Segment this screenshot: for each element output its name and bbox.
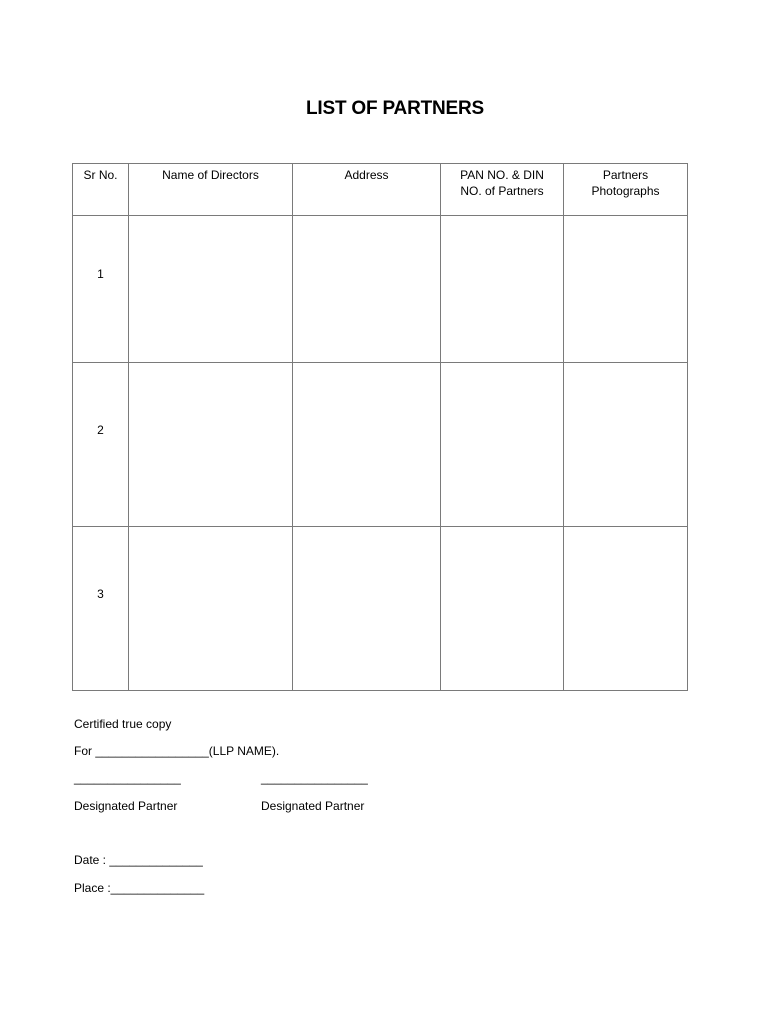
name-cell	[129, 527, 293, 691]
sr-no-cell: 3	[73, 527, 129, 691]
date-field: Date : ______________	[74, 853, 203, 867]
sr-no-cell: 1	[73, 216, 129, 363]
header-photographs: Partners Photographs	[564, 164, 688, 216]
pan-din-cell	[441, 527, 564, 691]
place-field: Place :______________	[74, 881, 205, 895]
pan-din-cell	[441, 363, 564, 527]
table-header-row	[73, 164, 688, 216]
signature-line-right: ________________	[261, 771, 368, 785]
designated-partner-left: Designated Partner	[74, 799, 178, 813]
name-cell	[129, 216, 293, 363]
document-title: LIST OF PARTNERS	[305, 98, 484, 119]
table-row	[73, 527, 688, 691]
table-row	[73, 363, 688, 527]
certified-true-copy: Certified true copy	[74, 717, 172, 731]
photo-cell	[564, 363, 688, 527]
address-cell	[293, 216, 441, 363]
pan-din-cell	[441, 216, 564, 363]
signature-line-left: ________________	[74, 771, 181, 785]
partners-table	[72, 163, 688, 691]
address-cell	[293, 527, 441, 691]
sr-no-cell: 2	[73, 363, 129, 527]
photo-cell	[564, 527, 688, 691]
designated-partner-right: Designated Partner	[261, 799, 365, 813]
address-cell	[293, 363, 441, 527]
llp-name-line: For _________________(LLP NAME).	[74, 744, 280, 758]
photo-cell	[564, 216, 688, 363]
header-name-of-directors: Name of Directors	[129, 164, 293, 216]
name-cell	[129, 363, 293, 527]
table-row	[73, 216, 688, 363]
header-pan-din: PAN NO. & DIN NO. of Partners	[441, 164, 564, 216]
header-sr-no: Sr No.	[73, 164, 129, 216]
header-address: Address	[293, 164, 441, 216]
